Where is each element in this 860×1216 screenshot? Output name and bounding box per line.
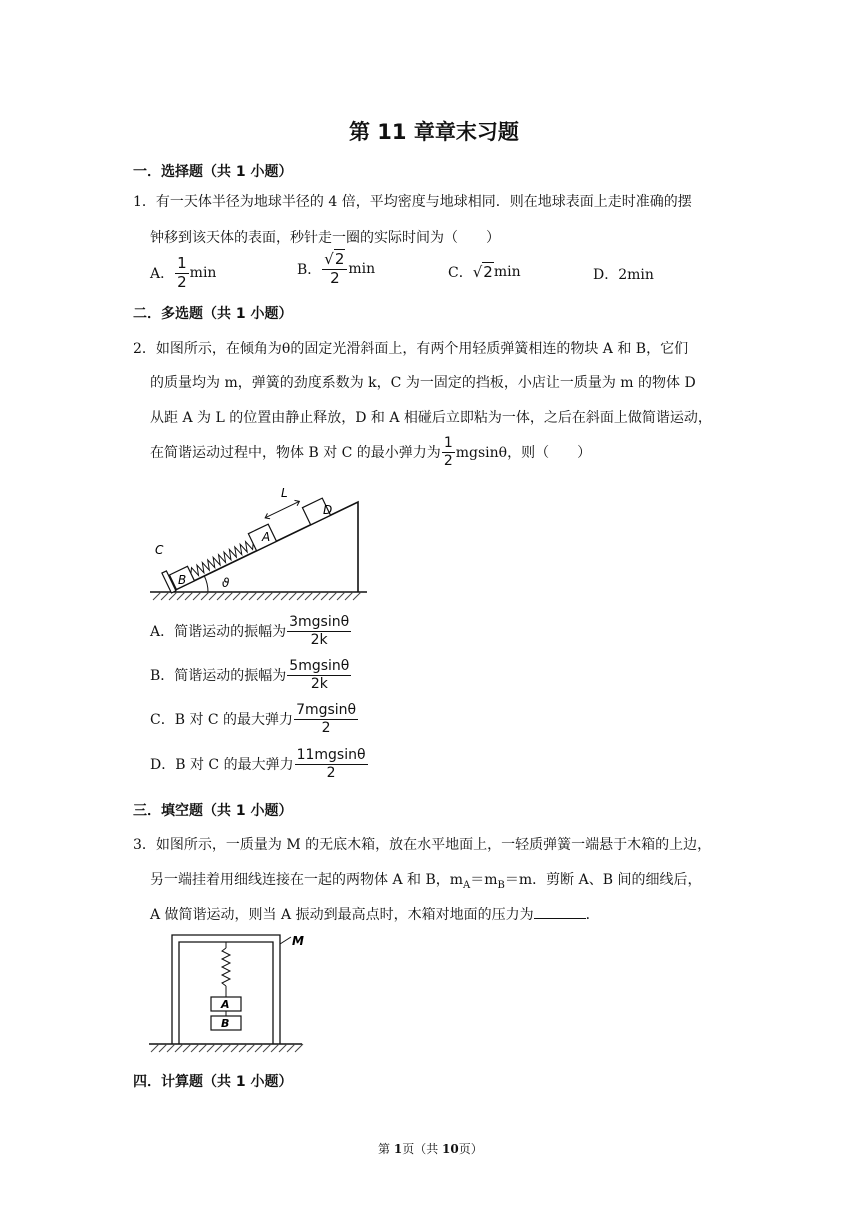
- option-label: D．B 对 C 的最大弹力: [150, 757, 294, 774]
- text-post: ＝m．剪断 A、B 间的细线后，: [504, 872, 702, 888]
- box-figure: [145, 930, 310, 1060]
- section-heading-multi: 二．多选题（共 1 小题）: [133, 306, 293, 322]
- q2-option-d[interactable]: [150, 748, 369, 780]
- label-d: D: [323, 503, 333, 517]
- label-theta: ϑ: [222, 576, 230, 590]
- denominator: 2: [330, 268, 340, 287]
- section-heading-choice: 一．选择题（共 1 小题）: [133, 164, 293, 180]
- denominator: 2: [326, 764, 336, 781]
- option-label: C．: [448, 265, 473, 281]
- spring: [189, 539, 256, 578]
- q2-option-a[interactable]: [150, 615, 352, 647]
- label-b: B: [178, 573, 187, 587]
- label-c: C: [155, 543, 164, 557]
- option-label: B．简谐运动的振幅为: [150, 668, 287, 685]
- q3-stem-line-3: [150, 904, 600, 924]
- q3-stem-line-1: 3．如图所示，一质量为 M 的无底木箱，放在水平地面上，一轻质弹簧一端悬于木箱的上边，: [133, 837, 712, 853]
- subscript-a: A: [463, 879, 471, 891]
- fraction: [442, 436, 455, 468]
- numerator: 7mgsinθ: [296, 702, 357, 718]
- denominator: 2: [443, 452, 453, 469]
- footer-mid: 页（共: [402, 1142, 443, 1156]
- q1-option-a[interactable]: [150, 256, 216, 291]
- denominator: 2k: [310, 631, 328, 648]
- denominator: 2: [321, 719, 331, 736]
- page-total: 10: [442, 1142, 459, 1156]
- page-number: 1: [393, 1142, 403, 1156]
- angle-arc: [204, 576, 208, 592]
- text-pre: A 做简谐运动，则当 A 振动到最高点时，木箱对地面的压力为: [150, 907, 534, 923]
- option-label: C．B 对 C 的最大弹力: [150, 712, 294, 729]
- q2-stem-line-1: 2．如图所示，在倾角为θ的固定光滑斜面上，有两个用轻质弹簧相连的物块 A 和 B，它们: [133, 341, 689, 357]
- label-l: L: [281, 486, 288, 500]
- option-label: A．: [150, 266, 175, 283]
- radicand: 2: [334, 250, 345, 268]
- fraction: [322, 252, 347, 287]
- fraction: [295, 748, 368, 780]
- q1-stem-line-1: 1．有一天体半径为地球半径的 4 倍，平均密度与地球相同．则在地球表面上走时准确的摆: [133, 194, 692, 210]
- sqrt-sign: √2: [324, 250, 345, 268]
- numerator: 1: [177, 254, 187, 272]
- option-label: B．: [297, 262, 322, 279]
- incline-figure: [145, 480, 375, 605]
- distance-line: [265, 501, 299, 517]
- numerator: 3mgsinθ: [289, 614, 350, 630]
- unit: min: [348, 261, 376, 278]
- label-m: M: [292, 934, 304, 948]
- fraction: [287, 615, 351, 647]
- unit: min: [493, 264, 521, 280]
- page-footer: [378, 1140, 483, 1157]
- fraction: [294, 703, 358, 735]
- subscript-b: B: [497, 879, 505, 891]
- option-label: D．: [593, 267, 619, 283]
- label-a: A: [221, 998, 230, 1011]
- footer-post: 页）: [458, 1142, 483, 1156]
- q2-option-c[interactable]: [150, 703, 359, 735]
- label-a: A: [262, 530, 271, 544]
- page-title: 第 11 章章末习题: [349, 120, 519, 144]
- numerator: [322, 252, 347, 270]
- option-text: 2min: [618, 267, 654, 283]
- answer-blank[interactable]: [534, 906, 586, 919]
- fraction: [175, 256, 189, 291]
- text-pre: 另一端挂着用细线连接在一起的两物体 A 和 B，m: [150, 872, 464, 888]
- q1-option-b[interactable]: [297, 252, 375, 287]
- spring: [222, 948, 230, 986]
- section-heading-calc: 四．计算题（共 1 小题）: [133, 1074, 293, 1090]
- text-post: ．: [585, 907, 600, 923]
- radicand: 2: [483, 263, 493, 281]
- q2-stem-line-4: [150, 436, 591, 468]
- q2-option-b[interactable]: [150, 659, 352, 691]
- q1-option-c[interactable]: [448, 262, 521, 282]
- q2-stem-line-2: 的质量均为 m，弹簧的劲度系数为 k，C 为一固定的挡板，小店让一质量为 m 的物体 D: [150, 375, 696, 391]
- numerator: 5mgsinθ: [289, 658, 350, 674]
- option-label: A．简谐运动的振幅为: [150, 624, 287, 641]
- q2-stem-line-3: 从距 A 为 L 的位置由静止释放，D 和 A 相碰后立即粘为一体，之后在斜面上做简谐运动，: [150, 410, 712, 426]
- text-pre: 在简谐运动过程中，物体 B 对 C 的最小弹力为: [150, 445, 441, 462]
- unit: min: [189, 265, 217, 282]
- q1-stem-line-2: 钟移到该天体的表面，秒针走一圈的实际时间为（ ）: [150, 230, 500, 246]
- section-heading-fill: 三．填空题（共 1 小题）: [133, 803, 293, 819]
- numerator: 11mgsinθ: [296, 747, 366, 763]
- text-post: mgsinθ，则（ ）: [455, 445, 592, 462]
- denominator: 2: [177, 272, 187, 291]
- denominator: 2k: [310, 675, 328, 692]
- sqrt-sign: √2: [472, 263, 493, 281]
- fraction: [287, 659, 351, 691]
- numerator: 1: [443, 435, 453, 451]
- label-b: B: [221, 1017, 230, 1030]
- footer-pre: 第: [378, 1142, 394, 1156]
- text-mid: ＝m: [470, 872, 498, 888]
- q3-stem-line-2: [150, 869, 701, 891]
- q1-option-d[interactable]: [593, 264, 654, 284]
